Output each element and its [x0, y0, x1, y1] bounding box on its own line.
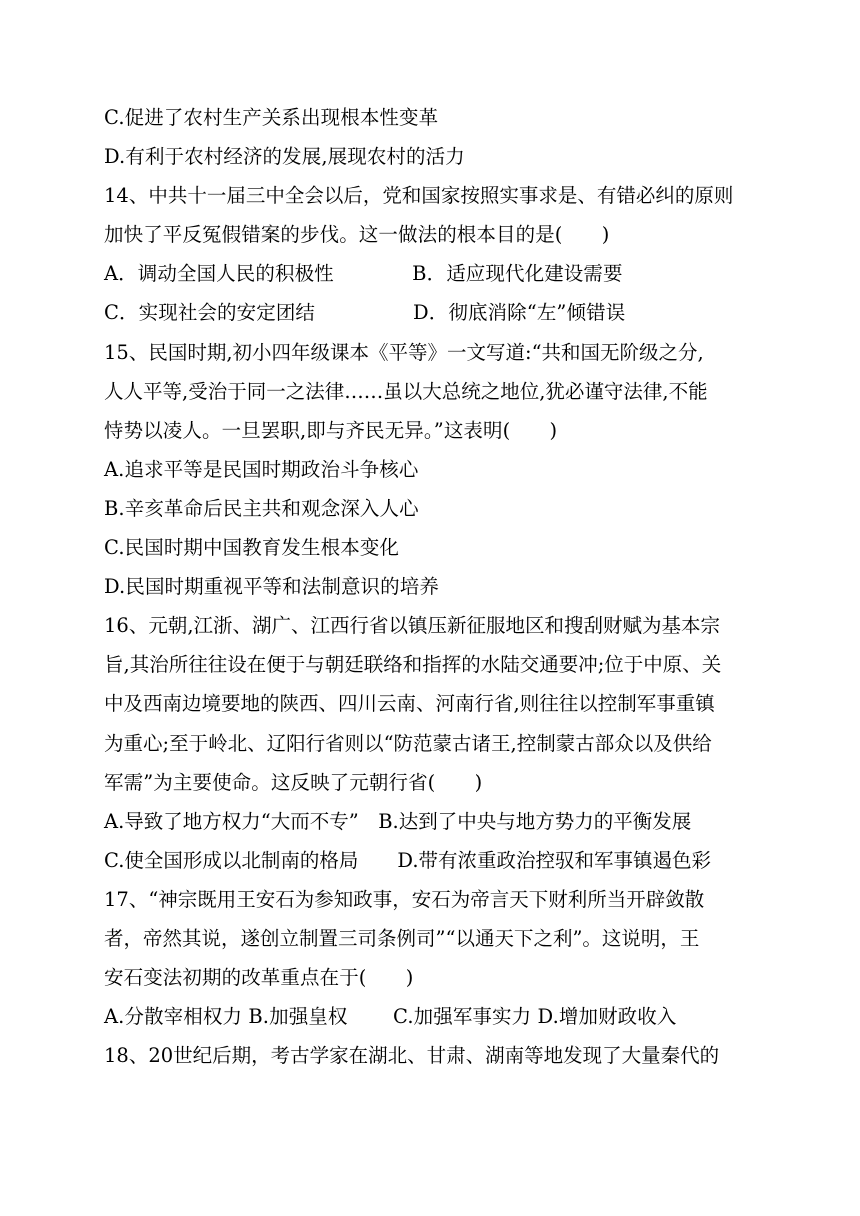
question-17-line-2: 者，帝然其说，遂创立制置三司条例司”“以通天下之利”。这说明，王: [104, 926, 700, 950]
question-14-line-2: 加快了平反冤假错案的步伐。这一做法的根本目的是( ): [104, 223, 610, 247]
question-15-line-3: 恃势以凌人。一旦罢职,即与齐民无异。”这表明( ): [104, 418, 558, 442]
options-14-ab: A．调动全国人民的积极性 B．适应现代化建设需要: [104, 262, 623, 286]
options-16-ab: A.导致了地方权力“大而不专” B.达到了中央与地方势力的平衡发展: [104, 809, 692, 833]
options-14-cd: C．实现社会的安定团结 D．彻底消除“左”倾错误: [104, 301, 626, 325]
options-17: A.分散宰相权力 B.加强皇权 C.加强军事实力 D.增加财政收入: [104, 1005, 677, 1029]
option-15b: B.辛亥革命后民主共和观念深入人心: [104, 496, 419, 520]
question-17-line-1: 17、“神宗既用王安石为参知政事，安石为帝言天下财利所当开辟敛散: [104, 887, 705, 911]
question-18-line-1: 18、20世纪后期，考古学家在湖北、甘肃、湖南等地发现了大量秦代的: [104, 1044, 720, 1068]
option-15c: C.民国时期中国教育发生根本变化: [104, 536, 400, 560]
question-15-line-1: 15、民国时期,初小四年级课本《平等》一文写道:“共和国无阶级之分,: [104, 340, 704, 364]
options-16-cd: C.使全国形成以北制南的格局 D.带有浓重政治控驭和军事镇遏色彩: [104, 848, 712, 872]
question-14-line-1: 14、中共十一届三中全会以后，党和国家按照实事求是、有错必纠的原则: [104, 184, 734, 208]
question-16-line-4: 为重心;至于岭北、辽阳行省则以“防范蒙古诸王,控制蒙古部众以及供给: [104, 731, 712, 755]
option-13d: D.有利于农村经济的发展,展现农村的活力: [104, 145, 465, 169]
document-page: [104, 98, 764, 1075]
option-15a: A.追求平等是民国时期政治斗争核心: [104, 457, 419, 481]
question-16-line-2: 旨,其治所往往设在便于与朝廷联络和指挥的水陆交通要冲;位于中原、关: [104, 653, 722, 677]
question-16-line-1: 16、元朝,江浙、湖广、江西行省以镇压新征服地区和搜刮财赋为基本宗: [104, 614, 721, 638]
option-15d: D.民国时期重视平等和法制意识的培养: [104, 575, 439, 599]
question-16-line-5: 军需”为主要使命。这反映了元朝行省( ): [104, 770, 483, 794]
question-17-line-3: 安石变法初期的改革重点在于( ): [104, 966, 414, 990]
question-15-line-2: 人人平等,受治于同一之法律……虽以大总统之地位,犹必谨守法律,不能: [104, 379, 708, 403]
question-16-line-3: 中及西南边境要地的陕西、四川云南、河南行省,则往往以控制军事重镇: [104, 692, 715, 716]
option-13c: C.促进了农村生产关系出现根本性变革: [104, 106, 439, 129]
